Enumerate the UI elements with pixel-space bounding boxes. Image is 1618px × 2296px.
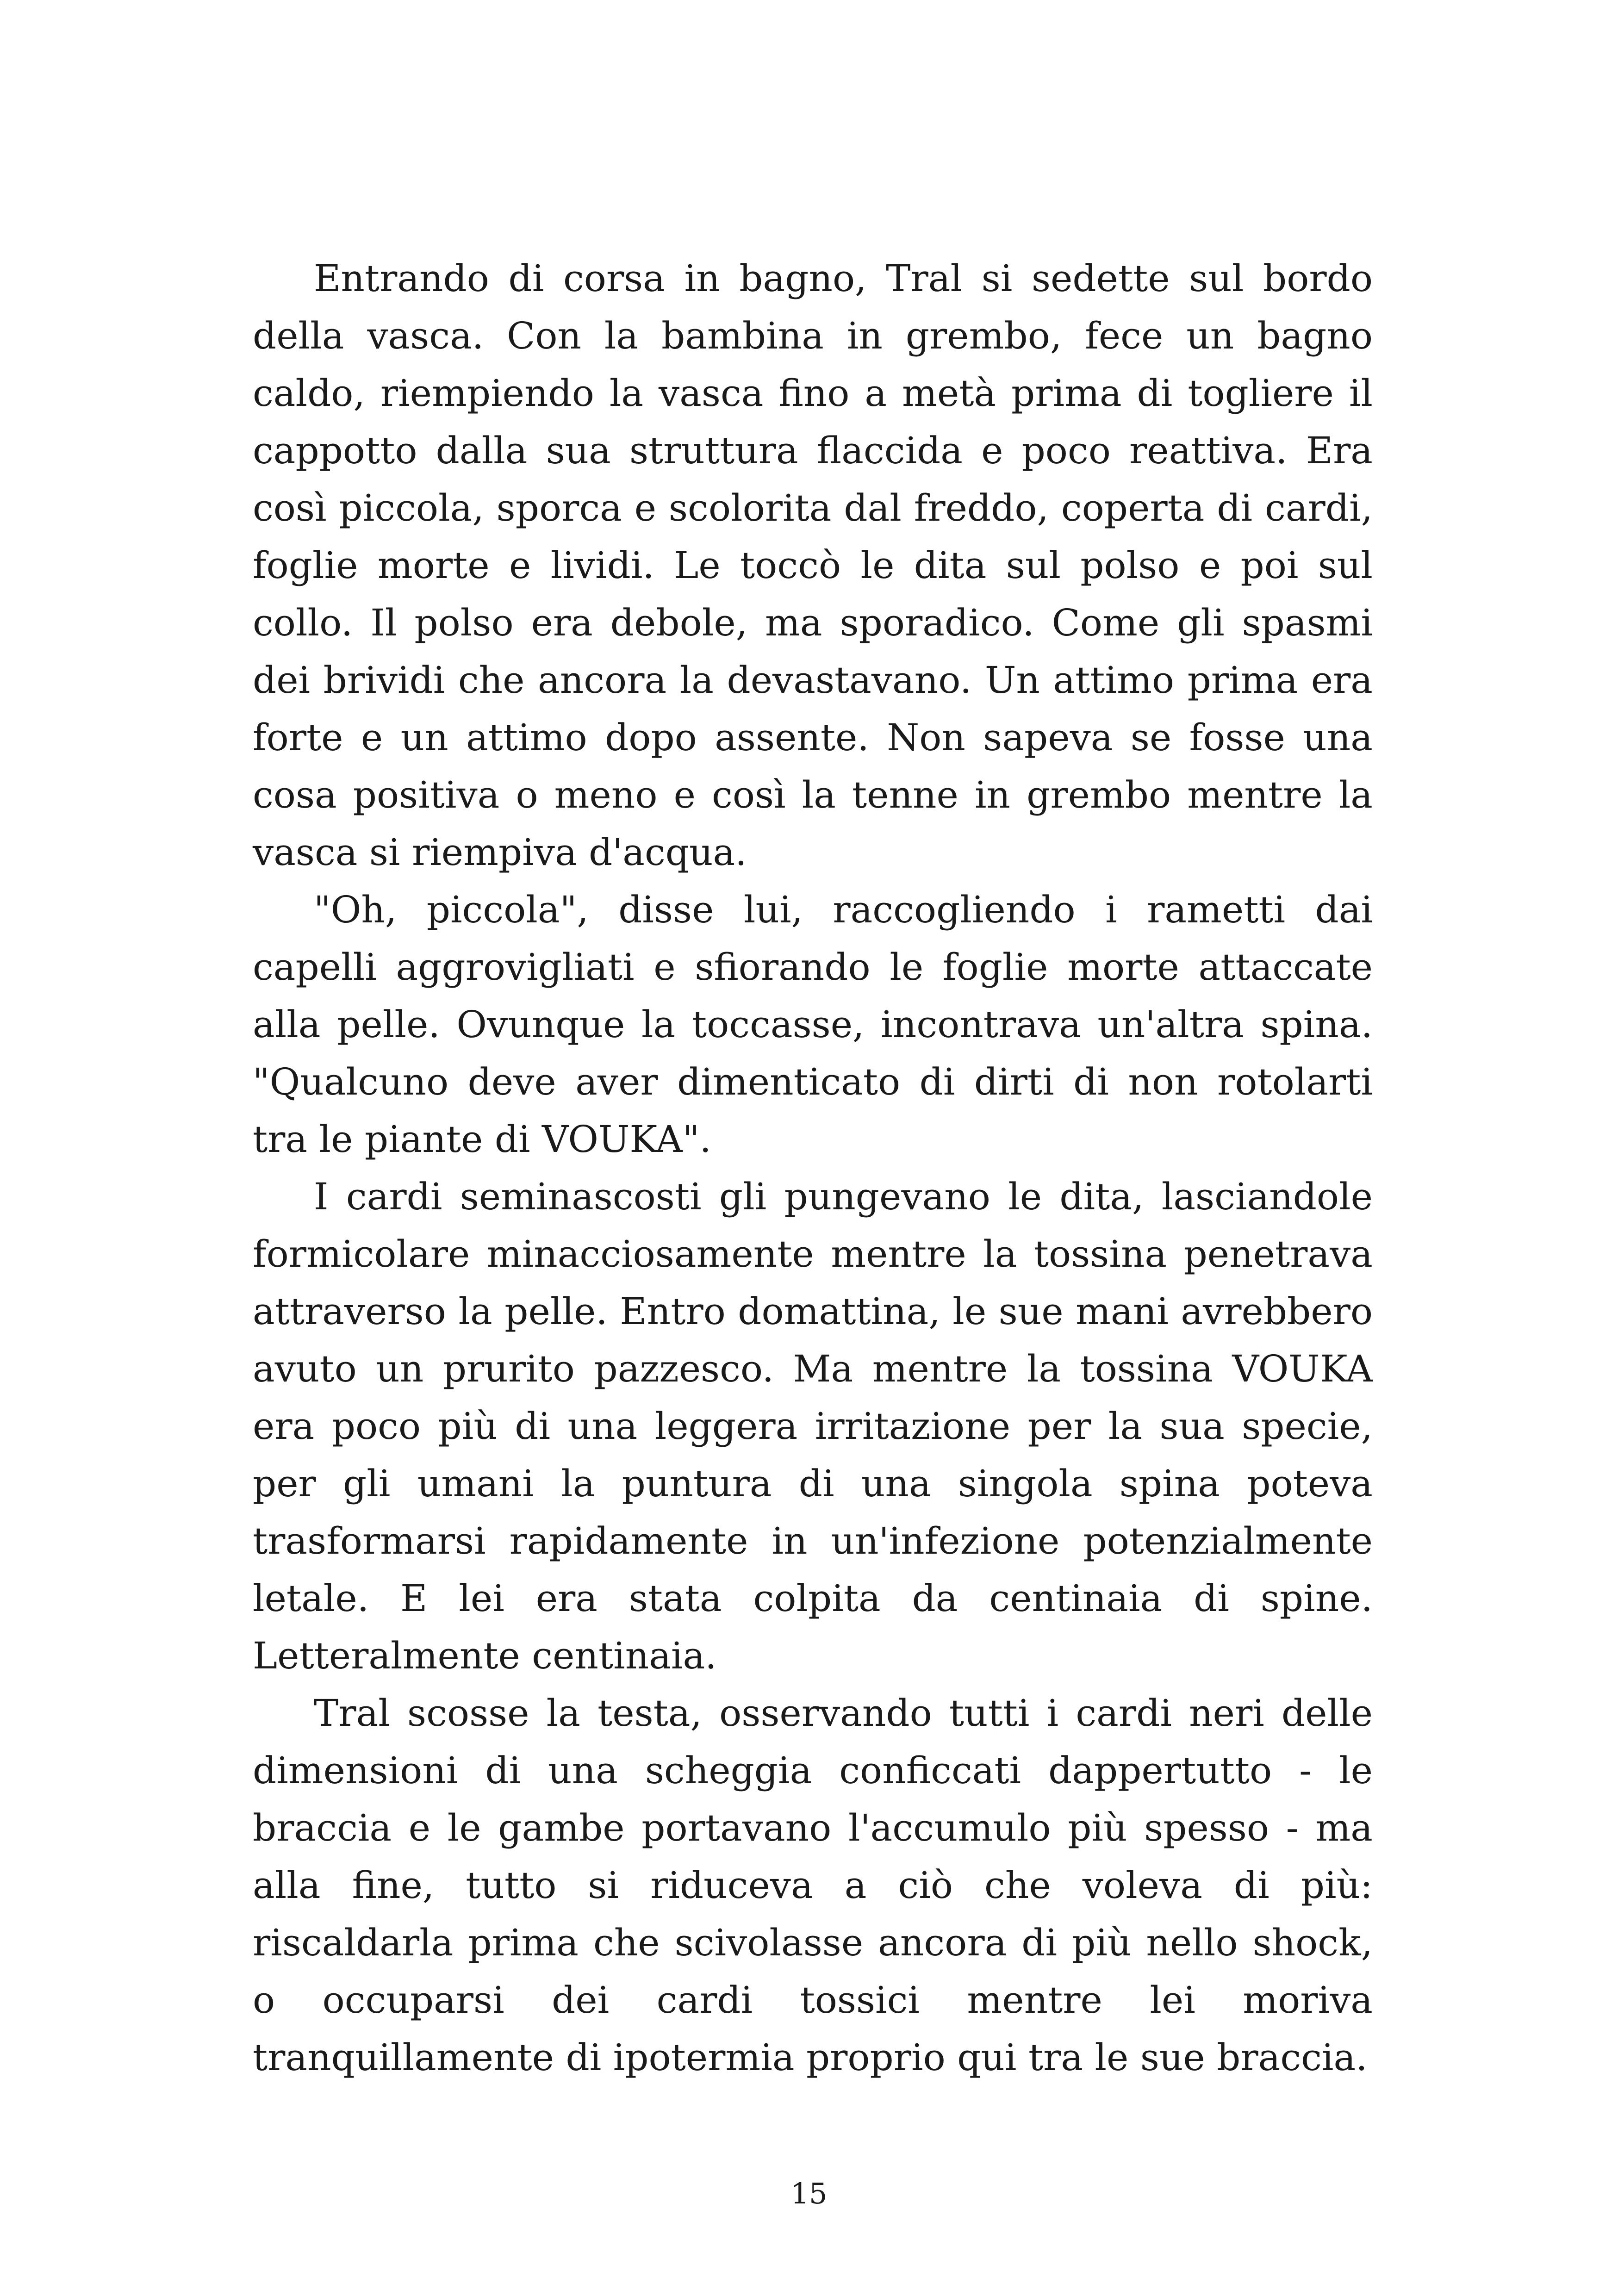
paragraph-4: Tral scosse la testa, osservando tutti i cardi neri delle dimensioni di una scheggia conficcati dappertutto - le braccia e le gambe portavano l'accumulo più spesso - ma alla fine, tutto si riduceva a ciò che voleva di più: riscaldarla prima che scivolasse ancora di più nello shock, o occuparsi dei cardi tossici mentre lei moriva tranquillamente di ipotermia proprio qui tra le sue braccia. (253, 1692, 1373, 2079)
body-text (253, 250, 1373, 2086)
paragraph-3: I cardi seminascosti gli pungevano le dita, lasciandole formicolare minacciosamente mentre la tossina penetrava attraverso la pelle. Entro domattina, le sue mani avrebbero avuto un prurito pazzesco. Ma mentre la tossina VOUKA era poco più di una leggera irritazione per la sua specie, per gli umani la puntura di una singola spina poteva trasformarsi rapidamente in un'infezione potenzialmente letale. E lei era stata colpita da centinaia di spine. Letteralmente centinaia. (253, 1175, 1373, 1677)
paragraph-2: "Oh, piccola", disse lui, raccogliendo i rametti dai capelli aggrovigliati e sfiorando le foglie morte attaccate alla pelle. Ovunque la toccasse, incontrava un'altra spina. "Qualcuno deve aver dimenticato di dirti di non rotolarti tra le piante di VOUKA". (253, 888, 1373, 1161)
paragraph-1: Entrando di corsa in bagno, Tral si sedette sul bordo della vasca. Con la bambina in grembo, fece un bagno caldo, riempiendo la vasca fino a metà prima di togliere il cappotto dalla sua struttura flaccida e poco reattiva. Era così piccola, sporca e scolorita dal freddo, coperta di cardi, foglie morte e lividi. Le toccò le dita sul polso e poi sul collo. Il polso era debole, ma sporadico. Come gli spasmi dei brividi che ancora la devastavano. Un attimo prima era forte e un attimo dopo assente. Non sapeva se fosse una cosa positiva o meno e così la tenne in grembo mentre la vasca si riempiva d'acqua. (253, 257, 1373, 874)
page-number: 15 (790, 2177, 828, 2210)
